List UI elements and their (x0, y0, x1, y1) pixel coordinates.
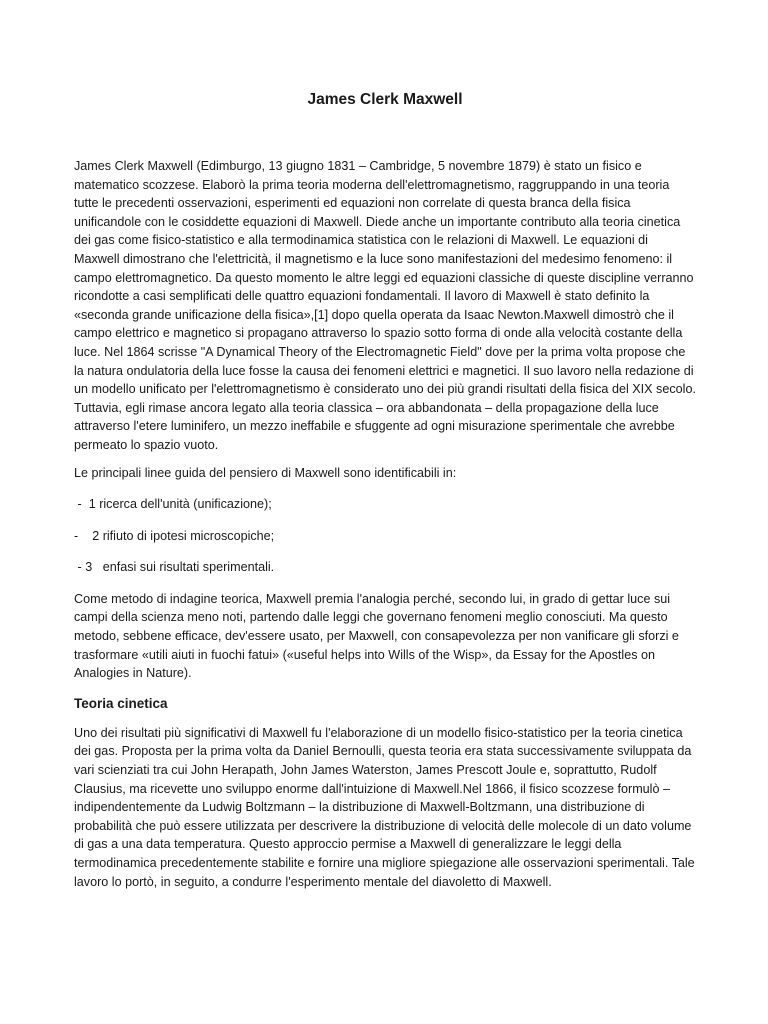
list-item: - 3 enfasi sui risultati sperimentali. (74, 560, 275, 575)
document-title: James Clerk Maxwell (307, 91, 463, 108)
guidelines-list (74, 495, 696, 577)
section-heading: Teoria cinetica (74, 695, 168, 711)
intro-paragraph: James Clerk Maxwell (Edimburgo, 13 giugno 1831 – Cambridge, 5 novembre 1879) è stato un fisico e matematico scozzese. Elaborò la prima teoria moderna dell'elettromagnetismo, raggruppando in una teoria tutte le precedenti osservazioni, esperimenti ed equazioni non correlate di questa branca della fisica unificandole con le cosiddette equazioni di Maxwell. Diede anche un importante contributo alla teoria cinetica dei gas come fisico-statistico e alla termodinamica statistica con le relazioni di Maxwell. Le equazioni di Maxwell dimostrano che l'elettricità, il magnetismo e la luce sono manifestazioni del medesimo fenomeno: il campo elettromagnetico. Da questo momento le altre leggi ed equazioni classiche di queste discipline verranno ricondotte a casi semplificati delle quattro equazioni fondamentali. Il lavoro di Maxwell è stato definito la «seconda grande unificazione della fisica»,[1] dopo quella operata da Isaac Newton.Maxwell dimostrò che il campo elettrico e magnetico si propagano attraverso lo spazio sotto forma di onde alla velocità costante della luce. Nel 1864 scrisse "A Dynamical Theory of the Electromagnetic Field" dove per la prima volta propose che la natura ondulatoria della luce fosse la causa dei fenomeni elettrici e magnetici. Il suo lavoro nella redazione di un modello unificato per l'elettromagnetismo è considerato uno dei più grandi risultati della fisica del XIX secolo. Tuttavia, egli rimase ancora legato alla teoria classica – ora abbandonata – della propagazione della luce attraverso l'etere luminifero, un mezzo ineffabile e sfuggente ad ogni misurazione sperimentale che avrebbe permeato lo spazio vuoto. (74, 159, 696, 452)
list-item: - 2 rifiuto di ipotesi microscopiche; (74, 528, 275, 543)
kinetic-theory-paragraph: Uno dei risultati più significativi di Maxwell fu l'elaborazione di un modello fisico-statistico per la teoria cinetica dei gas. Proposta per la prima volta da Daniel Bernoulli, questa teoria era stata successivamente sviluppata da vari scienziati tra cui John Herapath, John James Waterston, James Prescott Joule e, soprattutto, Rudolf Clausius, ma ricevette uno sviluppo enorme dall'intuizione di Maxwell.Nel 1866, il fisico scozzese formulò – indipendentemente da Ludwig Boltzmann – la distribuzione di Maxwell-Boltzmann, una distribuzione di probabilità che può essere utilizzata per descrivere la distribuzione di velocità delle molecole di un dato volume di gas a una data temperatura. Questo approccio permise a Maxwell di generalizzare le leggi della termodinamica precedentemente stabilite e fornire una migliore spiegazione alle osservazioni sperimentali. Tale lavoro lo portò, in seguito, a condurre l'esperimento mentale del diavoletto di Maxwell. (74, 725, 695, 889)
document-page (74, 90, 696, 900)
list-item: - 1 ricerca dell'unità (unificazione); (74, 497, 272, 512)
method-paragraph: Come metodo di indagine teorica, Maxwell premia l'analogia perché, secondo lui, in grado di gettar luce sui campi della scienza meno noti, partendo dalle leggi che governano fenomeni meglio conosciuti. Ma questo metodo, sebbene efficace, dev'essere usato, per Maxwell, con consapevolezza per non vanificare gli sforzi e trasformare «utili aiuti in fuochi fatui» («useful helps into Wills of the Wisp», da Essay for the Apostles on Analogies in Nature). (74, 591, 679, 681)
guidelines-intro: Le principali linee guida del pensiero di Maxwell sono identificabili in: (74, 465, 457, 480)
